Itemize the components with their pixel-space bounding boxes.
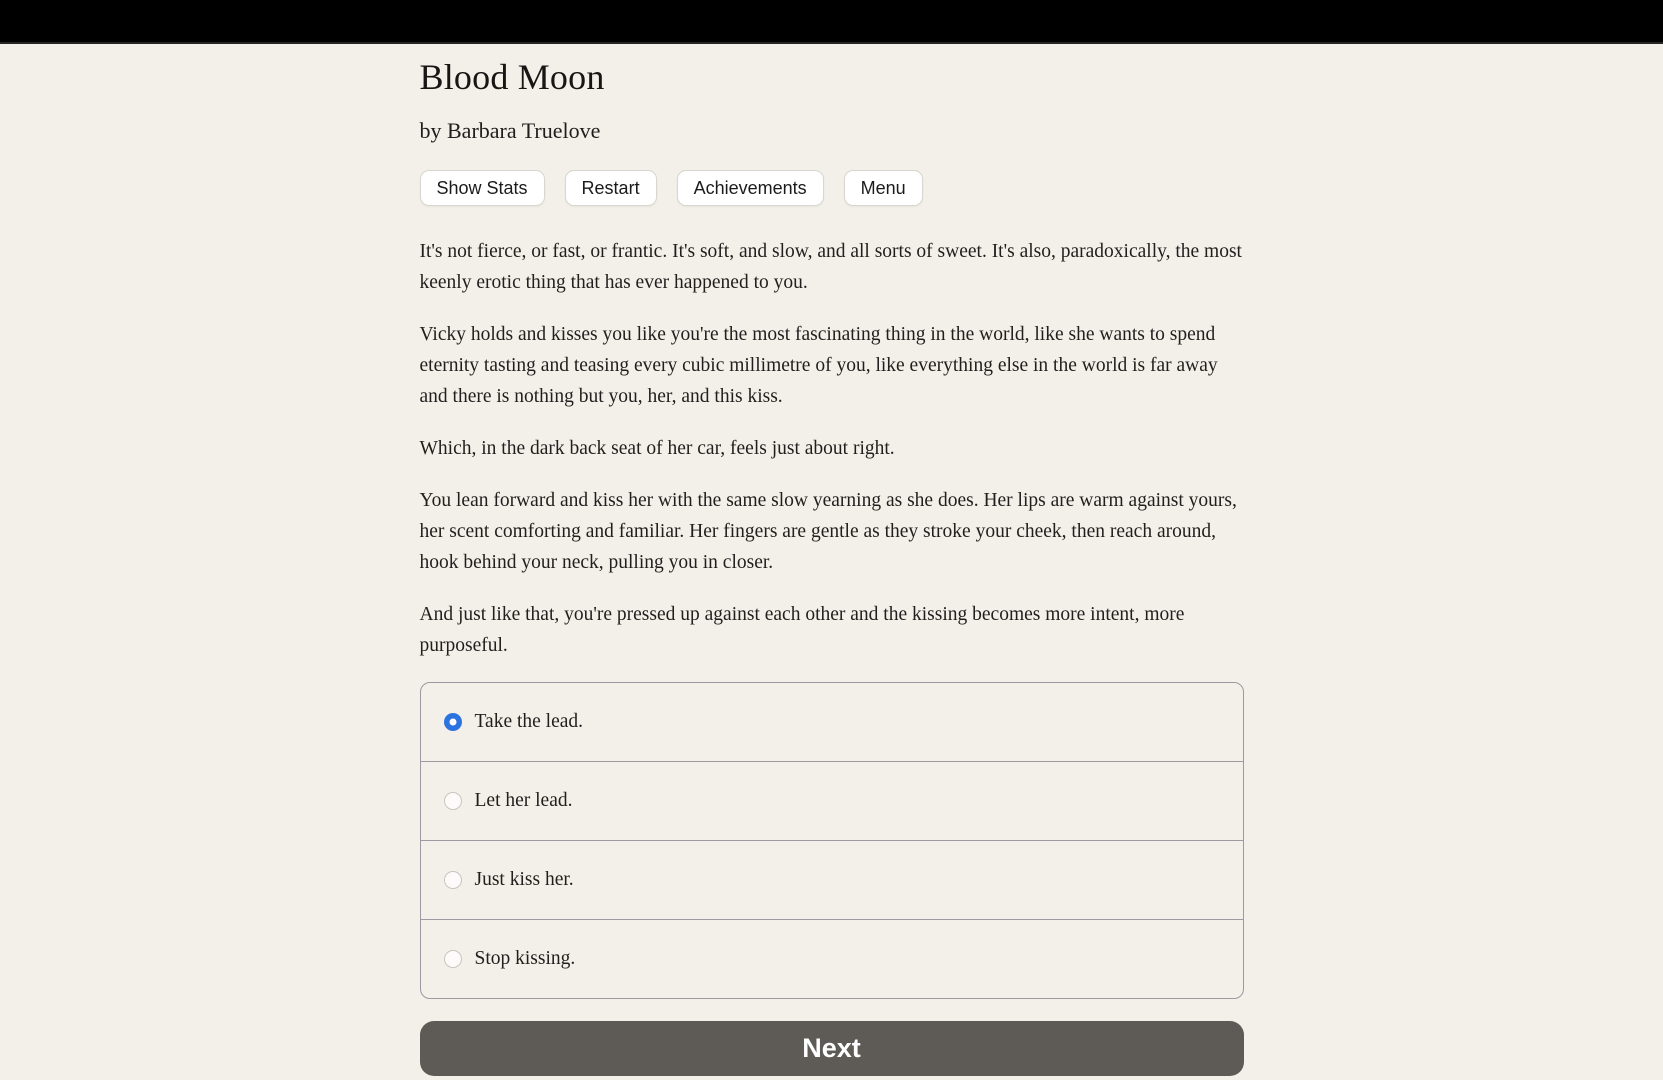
toolbar — [420, 170, 1244, 206]
achievements-button[interactable]: Achievements — [677, 170, 824, 206]
story-paragraph: And just like that, you're pressed up against each other and the kissing becomes more intent, more purposeful. — [419, 604, 1185, 656]
story-paragraph: Which, in the dark back seat of her car, feels just about right. — [419, 438, 895, 459]
restart-button[interactable]: Restart — [565, 170, 657, 206]
menu-button[interactable]: Menu — [844, 170, 923, 206]
story-text — [420, 236, 1244, 661]
choice-row[interactable] — [421, 919, 1243, 998]
story-paragraph: You lean forward and kiss her with the same slow yearning as she does. Her lips are warm against yours, her scent comforting and familiar. Her fingers are gentle as they stroke your cheek, then reach around, hook behind your neck, pulling you in closer. — [419, 490, 1237, 573]
story-paragraph: Vicky holds and kisses you like you're the most fascinating thing in the world, like she wants to spend eternity tasting and teasing every cubic millimetre of you, like everything else in the world is far away and there is nothing but you, her, and this kiss. — [419, 324, 1218, 407]
choice-row[interactable] — [421, 761, 1243, 840]
radio-button-icon[interactable] — [444, 871, 462, 889]
show-stats-button[interactable]: Show Stats — [420, 170, 545, 206]
choice-row[interactable] — [421, 683, 1243, 761]
byline: by Barbara Truelove — [419, 118, 601, 143]
choice-label: Stop kissing. — [474, 948, 576, 969]
choice-label: Just kiss her. — [474, 869, 574, 890]
radio-button-icon[interactable] — [444, 792, 462, 810]
radio-button-icon[interactable] — [444, 950, 462, 968]
choice-label: Take the lead. — [474, 711, 584, 732]
choice-row[interactable] — [421, 840, 1243, 919]
next-button[interactable]: Next — [420, 1021, 1244, 1076]
story-paragraph: It's not fierce, or fast, or frantic. It's soft, and slow, and all sorts of sweet. It's also, paradoxically, the most keenly erotic thing that has ever happened to you. — [419, 241, 1242, 293]
choices-group — [420, 682, 1244, 999]
top-bar — [0, 0, 1663, 44]
radio-button-icon[interactable] — [444, 713, 462, 731]
choice-label: Let her lead. — [474, 790, 573, 811]
page-title: Blood Moon — [419, 57, 605, 97]
game-content — [420, 56, 1244, 1076]
